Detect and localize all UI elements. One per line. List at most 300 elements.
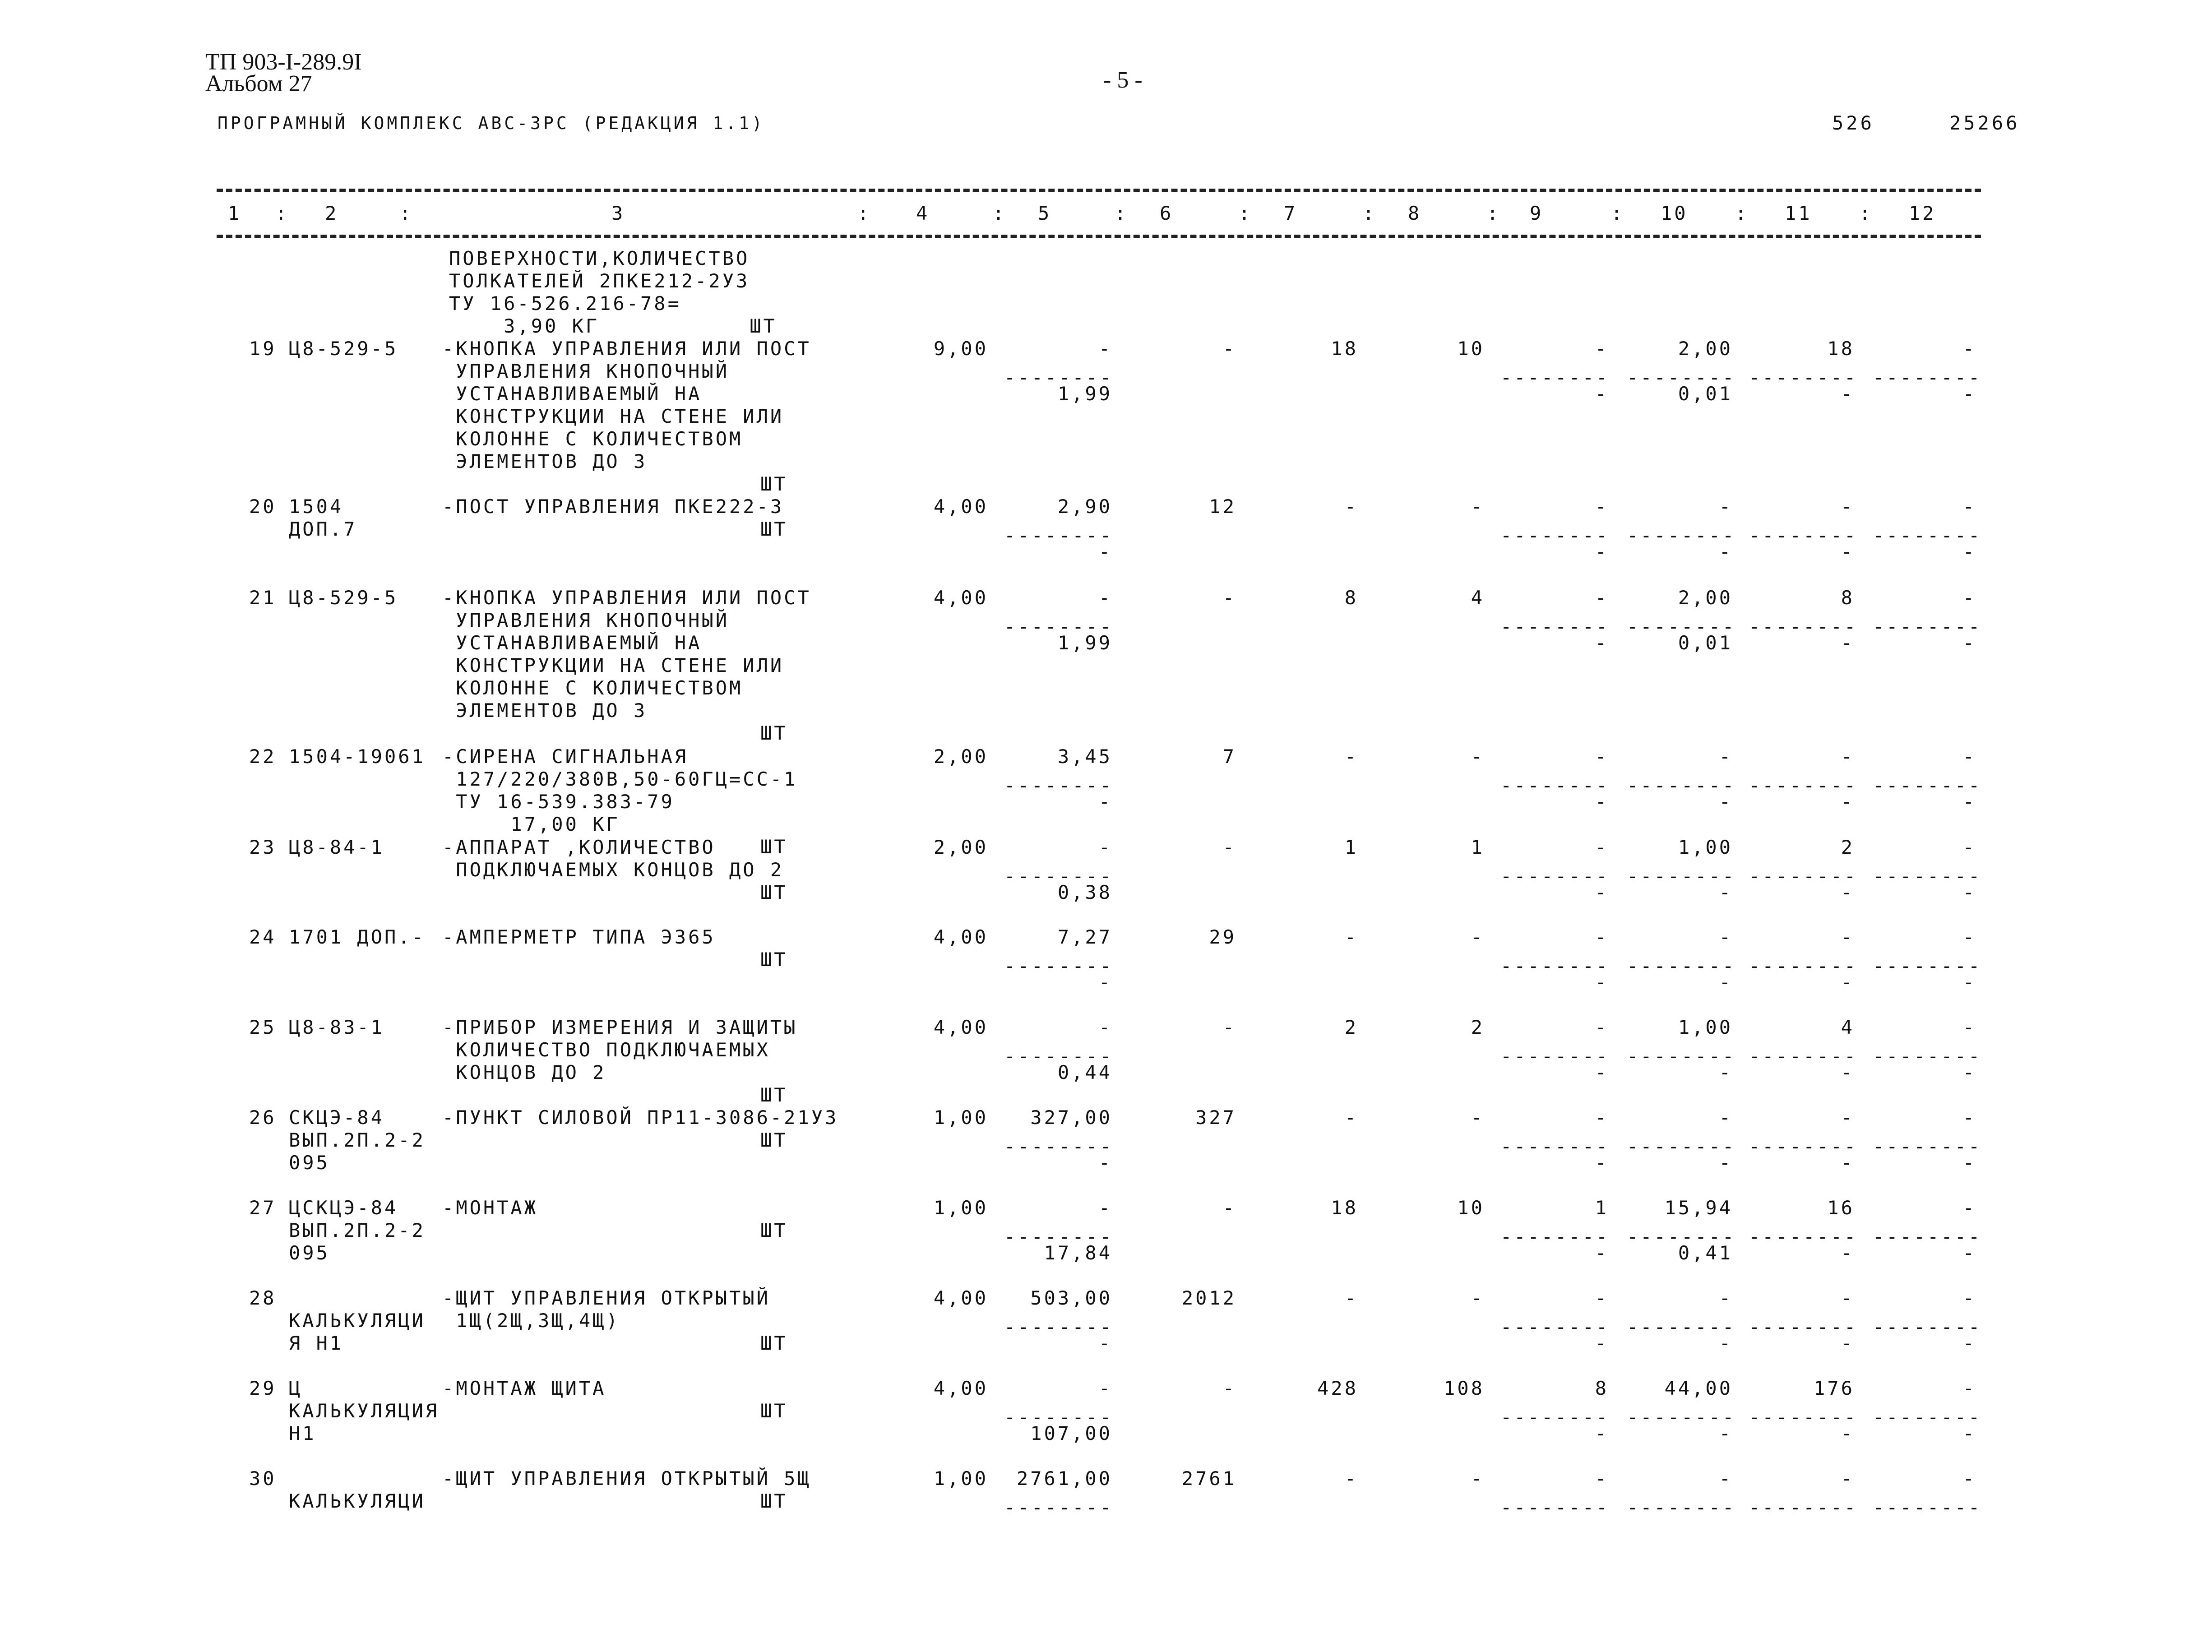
- col-c12-sub-value: -: [1962, 971, 1976, 993]
- dash-divider: --------: [1004, 1496, 1114, 1518]
- col-c9-sub-value: -: [1595, 1422, 1609, 1444]
- col7-value: 428: [1317, 1377, 1358, 1399]
- col-c11-value: 18: [1827, 338, 1855, 360]
- dash-divider: --------: [1627, 1496, 1736, 1518]
- col8-value: 1: [1471, 836, 1485, 858]
- dash-divider: --------: [1004, 774, 1114, 796]
- total-value: 29: [1209, 926, 1236, 948]
- col7-value: -: [1344, 495, 1358, 518]
- col-c10-value: -: [1719, 1287, 1733, 1309]
- row-number: 21: [249, 587, 277, 609]
- col-c10-sub-value: 0,01: [1678, 632, 1733, 654]
- col7-value: 1: [1344, 836, 1358, 858]
- col-c11-sub-value: -: [1841, 1242, 1855, 1264]
- row-code: 1701 ДОП.-: [289, 926, 426, 948]
- qty-value: 4,00: [933, 1016, 988, 1038]
- unit-label: ШТ: [760, 881, 788, 903]
- column-header: 2: [325, 202, 339, 224]
- price-value: -: [1098, 836, 1112, 858]
- dash-divider: --------: [1873, 366, 1982, 389]
- column-header: 7: [1284, 202, 1298, 224]
- column-header: 5: [1038, 202, 1052, 224]
- col-c10-value: -: [1719, 1467, 1733, 1490]
- col-c12-value: -: [1962, 338, 1976, 360]
- col-c9-sub-value: -: [1595, 791, 1609, 813]
- dash-divider: --------: [1500, 1316, 1610, 1338]
- dash-divider: --------: [1500, 955, 1610, 977]
- dash-divider: --------: [1627, 1406, 1736, 1428]
- total-value: 12: [1209, 495, 1236, 518]
- col8-value: -: [1471, 926, 1485, 948]
- total-value: 2761: [1181, 1467, 1236, 1490]
- description-line: 3,90 КГ ШТ: [449, 315, 777, 337]
- qty-value: 4,00: [933, 926, 988, 948]
- col-c12-sub-value: -: [1962, 383, 1976, 405]
- col8-value: -: [1471, 745, 1485, 768]
- dash-divider: --------: [1627, 955, 1736, 977]
- dash-divider: --------: [1749, 774, 1858, 796]
- col-c9-value: -: [1595, 926, 1609, 948]
- row-code: 095: [289, 1242, 330, 1264]
- dash-divider: --------: [1749, 865, 1858, 887]
- col-c12-value: -: [1962, 836, 1976, 858]
- column-separator: :: [1115, 202, 1129, 224]
- dash-divider: --------: [1873, 774, 1982, 796]
- col-c11-sub-value: -: [1841, 1332, 1855, 1354]
- col-c9-sub-value: -: [1595, 1061, 1609, 1083]
- dash-divider: --------: [1004, 524, 1114, 546]
- dash-divider: --------: [1873, 1135, 1982, 1157]
- row-number: 28: [249, 1287, 277, 1309]
- col-c9-value: -: [1595, 1467, 1609, 1490]
- col-c11-sub-value: -: [1841, 881, 1855, 903]
- description-line: КОНЦОВ ДО 2: [442, 1061, 606, 1083]
- qty-value: 4,00: [933, 1377, 988, 1399]
- col8-value: 10: [1457, 1197, 1485, 1219]
- row-code: Ц8-83-1: [289, 1016, 385, 1038]
- description-line: УСТАНАВЛИВАЕМЫЙ НА: [442, 383, 702, 405]
- dash-divider: --------: [1004, 1406, 1114, 1428]
- col-c11-value: 4: [1841, 1016, 1855, 1038]
- qty-value: 1,00: [933, 1197, 988, 1219]
- unit-label: ШТ: [760, 1400, 788, 1422]
- price-value: 503,00: [1030, 1287, 1112, 1309]
- qty-value: 1,00: [933, 1467, 988, 1490]
- row-number: 23: [249, 836, 277, 858]
- column-separator: :: [857, 202, 871, 224]
- col-c10-sub-value: -: [1719, 1152, 1733, 1174]
- unit-label: ШТ: [760, 1219, 788, 1241]
- price-value: -: [1098, 1377, 1112, 1399]
- col-c12-value: -: [1962, 745, 1976, 768]
- dash-divider: --------: [1500, 524, 1610, 546]
- col7-value: 2: [1344, 1016, 1358, 1038]
- col-c10-value: 1,00: [1678, 1016, 1733, 1038]
- dash-divider: --------: [1004, 955, 1114, 977]
- col-c12-sub-value: -: [1962, 1061, 1976, 1083]
- column-separator: :: [1735, 202, 1749, 224]
- row-code: ВЫП.2П.2-2: [289, 1129, 426, 1151]
- column-separator: :: [1487, 202, 1501, 224]
- col-c9-value: -: [1595, 495, 1609, 518]
- column-header: 8: [1408, 202, 1422, 224]
- row-number: 26: [249, 1106, 277, 1129]
- dash-divider: --------: [1004, 615, 1114, 638]
- dash-divider: --------: [1004, 865, 1114, 887]
- col-c10-sub-value: -: [1719, 1332, 1733, 1354]
- unit-label: ШТ: [760, 1129, 788, 1151]
- col-c9-value: 1: [1595, 1197, 1609, 1219]
- qty-value: 4,00: [933, 495, 988, 518]
- dash-divider: --------: [1627, 366, 1736, 389]
- dash-divider: --------: [1749, 366, 1858, 389]
- col-c9-sub-value: -: [1595, 541, 1609, 563]
- dash-divider: --------: [1500, 1135, 1610, 1157]
- description-line: ТОЛКАТЕЛЕЙ 2ПКЕ212-2У3: [449, 270, 750, 292]
- col-c9-sub-value: -: [1595, 632, 1609, 654]
- col-c12-sub-value: -: [1962, 1422, 1976, 1444]
- col-c12-sub-value: -: [1962, 1332, 1976, 1354]
- description-line: КОНСТРУКЦИИ НА СТЕНЕ ИЛИ: [442, 654, 784, 676]
- row-code: СКЦЭ-84: [289, 1106, 385, 1129]
- col-c10-sub-value: -: [1719, 1061, 1733, 1083]
- col7-value: -: [1344, 745, 1358, 768]
- price-value: 2761,00: [1016, 1467, 1112, 1490]
- qty-value: 9,00: [933, 338, 988, 360]
- column-header: 12: [1909, 202, 1936, 224]
- col8-value: 108: [1444, 1377, 1485, 1399]
- col-c11-sub-value: -: [1841, 971, 1855, 993]
- col-c10-sub-value: -: [1719, 971, 1733, 993]
- description-line: -МОНТАЖ: [442, 1197, 538, 1219]
- dash-divider: --------: [1749, 1496, 1858, 1518]
- description-line: ЭЛЕМЕНТОВ ДО 3: [442, 699, 648, 722]
- total-value: 327: [1195, 1106, 1236, 1129]
- dash-divider: --------: [1749, 615, 1858, 638]
- price-value: 2,90: [1057, 495, 1112, 518]
- col-c12-value: -: [1962, 1106, 1976, 1129]
- qty-value: 4,00: [933, 1287, 988, 1309]
- col-c9-sub-value: -: [1595, 881, 1609, 903]
- price-value: 3,45: [1057, 745, 1112, 768]
- column-header: 9: [1530, 202, 1544, 224]
- col-c11-value: -: [1841, 495, 1855, 518]
- row-code: ВЫП.2П.2-2: [289, 1219, 426, 1241]
- description-line: КОЛИЧЕСТВО ПОДКЛЮЧАЕМЫХ: [442, 1039, 770, 1061]
- header-number-1: 526: [1832, 112, 1874, 134]
- dash-divider: --------: [1500, 615, 1610, 638]
- dash-divider: --------: [1500, 774, 1610, 796]
- unit-label: ШТ: [760, 518, 788, 540]
- col8-value: 4: [1471, 587, 1485, 609]
- column-header: 4: [916, 202, 930, 224]
- col7-value: 18: [1331, 338, 1358, 360]
- col-c11-sub-value: -: [1841, 1152, 1855, 1174]
- col-c10-value: 2,00: [1678, 338, 1733, 360]
- unit-label: ШТ: [760, 836, 788, 858]
- dash-divider: --------: [1873, 615, 1982, 638]
- row-number: 29: [249, 1377, 277, 1399]
- col-c9-sub-value: -: [1595, 1242, 1609, 1264]
- dash-divider: --------: [1004, 1226, 1114, 1248]
- row-code: ДОП.7: [289, 518, 357, 540]
- col-c12-sub-value: -: [1962, 881, 1976, 903]
- col-c9-value: -: [1595, 1287, 1609, 1309]
- page-number: - 5 -: [1103, 67, 1143, 93]
- program-title: ПРОГРАМНЫЙ КОМПЛЕКС АВС-3РС (РЕДАКЦИЯ 1.1): [217, 113, 765, 133]
- price-sub-value: 1,99: [1057, 632, 1112, 654]
- col7-value: -: [1344, 1106, 1358, 1129]
- col-c11-value: -: [1841, 1287, 1855, 1309]
- col7-value: -: [1344, 926, 1358, 948]
- dash-divider: --------: [1873, 1496, 1982, 1518]
- col-c9-value: 8: [1595, 1377, 1609, 1399]
- description-line: 17,00 КГ: [442, 813, 620, 835]
- dash-divider: --------: [1749, 1406, 1858, 1428]
- column-header: 10: [1661, 202, 1688, 224]
- dash-divider: --------: [1500, 366, 1610, 389]
- col-c12-value: -: [1962, 1016, 1976, 1038]
- unit-label: ШТ: [760, 1332, 788, 1354]
- col-c9-sub-value: -: [1595, 1152, 1609, 1174]
- dash-divider: --------: [1749, 524, 1858, 546]
- description-line: -АППАРАТ ,КОЛИЧЕСТВО: [442, 836, 716, 858]
- dash-divider: --------: [1873, 1226, 1982, 1248]
- price-sub-value: -: [1098, 1332, 1112, 1354]
- row-number: 19: [249, 338, 277, 360]
- dash-divider: --------: [1004, 1316, 1114, 1338]
- column-header: 1: [228, 202, 242, 224]
- dash-divider: --------: [1627, 615, 1736, 638]
- col-c9-value: -: [1595, 587, 1609, 609]
- row-code: 1504-19061: [289, 745, 426, 768]
- description-line: -ПРИБОР ИЗМЕРЕНИЯ И ЗАЩИТЫ: [442, 1016, 798, 1038]
- col7-value: -: [1344, 1467, 1358, 1490]
- description-line: -ПОСТ УПРАВЛЕНИЯ ПКЕ222-3: [442, 495, 784, 518]
- dash-divider: --------: [1500, 865, 1610, 887]
- price-value: 7,27: [1057, 926, 1112, 948]
- row-number: 24: [249, 926, 277, 948]
- description-line: -ЩИТ УПРАВЛЕНИЯ ОТКРЫТЫЙ: [442, 1287, 770, 1309]
- column-separator: :: [1239, 202, 1253, 224]
- dash-divider: --------: [1004, 366, 1114, 389]
- dash-divider: --------: [1873, 955, 1982, 977]
- description-line: УПРАВЛЕНИЯ КНОПОЧНЫЙ: [442, 360, 730, 382]
- col-c9-sub-value: -: [1595, 383, 1609, 405]
- total-value: -: [1222, 1197, 1236, 1219]
- description-line: КОЛОННЕ С КОЛИЧЕСТВОМ: [442, 677, 743, 699]
- dash-divider: --------: [1627, 1226, 1736, 1248]
- col-c9-sub-value: -: [1595, 971, 1609, 993]
- col-c12-value: -: [1962, 495, 1976, 518]
- description-line: ЭЛЕМЕНТОВ ДО 3: [442, 450, 648, 472]
- col-c12-sub-value: -: [1962, 632, 1976, 654]
- table-header-rule: [217, 235, 1981, 238]
- total-value: -: [1222, 1377, 1236, 1399]
- unit-label: ШТ: [760, 473, 788, 495]
- qty-value: 1,00: [933, 1106, 988, 1129]
- row-number: 27: [249, 1197, 277, 1219]
- col-c12-value: -: [1962, 926, 1976, 948]
- price-sub-value: 0,38: [1057, 881, 1112, 903]
- col-c11-value: 16: [1827, 1197, 1855, 1219]
- price-sub-value: 107,00: [1030, 1422, 1112, 1444]
- description-line: ТУ 16-539.383-79: [442, 791, 675, 813]
- col8-value: 2: [1471, 1016, 1485, 1038]
- col8-value: 10: [1457, 338, 1485, 360]
- col-c10-value: -: [1719, 926, 1733, 948]
- dash-divider: --------: [1627, 524, 1736, 546]
- col-c10-sub-value: 0,41: [1678, 1242, 1733, 1264]
- dash-divider: --------: [1500, 1406, 1610, 1428]
- price-sub-value: -: [1098, 541, 1112, 563]
- column-header: 11: [1785, 202, 1812, 224]
- col-c9-value: -: [1595, 745, 1609, 768]
- total-value: -: [1222, 587, 1236, 609]
- col-c11-sub-value: -: [1841, 1061, 1855, 1083]
- dash-divider: --------: [1873, 1045, 1982, 1067]
- price-value: -: [1098, 338, 1112, 360]
- col-c10-value: 2,00: [1678, 587, 1733, 609]
- col-c12-value: -: [1962, 1197, 1976, 1219]
- col-c12-sub-value: -: [1962, 541, 1976, 563]
- price-sub-value: -: [1098, 791, 1112, 813]
- dash-divider: --------: [1873, 1316, 1982, 1338]
- row-code: Ц8-529-5: [289, 587, 398, 609]
- dash-divider: --------: [1749, 1226, 1858, 1248]
- col-c12-value: -: [1962, 1377, 1976, 1399]
- row-code: КАЛЬКУЛЯЦИ: [289, 1310, 426, 1332]
- row-code: КАЛЬКУЛЯЦИЯ: [289, 1400, 440, 1422]
- column-separator: :: [993, 202, 1007, 224]
- description-line: УСТАНАВЛИВАЕМЫЙ НА: [442, 632, 702, 654]
- col-c11-sub-value: -: [1841, 791, 1855, 813]
- description-line: 1Щ(2Щ,3Щ,4Щ): [442, 1310, 620, 1332]
- col-c9-value: -: [1595, 338, 1609, 360]
- col-c10-sub-value: 0,01: [1678, 383, 1733, 405]
- description-line: ТУ 16-526.216-78=: [449, 292, 681, 315]
- col-c11-value: 176: [1814, 1377, 1855, 1399]
- row-code: КАЛЬКУЛЯЦИ: [289, 1490, 426, 1512]
- col-c9-value: -: [1595, 1016, 1609, 1038]
- qty-value: 4,00: [933, 587, 988, 609]
- row-number: 20: [249, 495, 277, 518]
- column-header: 6: [1160, 202, 1174, 224]
- total-value: -: [1222, 836, 1236, 858]
- description-line: -ЩИТ УПРАВЛЕНИЯ ОТКРЫТЫЙ 5Щ: [442, 1467, 811, 1490]
- column-separator: :: [1859, 202, 1873, 224]
- description-line: КОНСТРУКЦИИ НА СТЕНЕ ИЛИ: [442, 405, 784, 427]
- row-code: Ц8-84-1: [289, 836, 385, 858]
- col-c11-value: -: [1841, 745, 1855, 768]
- row-code: Ц: [289, 1377, 303, 1399]
- col-c10-sub-value: -: [1719, 881, 1733, 903]
- price-sub-value: -: [1098, 1152, 1112, 1174]
- col8-value: -: [1471, 1287, 1485, 1309]
- dash-divider: --------: [1004, 1045, 1114, 1067]
- qty-value: 2,00: [933, 836, 988, 858]
- dash-divider: --------: [1500, 1226, 1610, 1248]
- col-c12-value: -: [1962, 1287, 1976, 1309]
- col-c12-sub-value: -: [1962, 1152, 1976, 1174]
- price-value: 327,00: [1030, 1106, 1112, 1129]
- col-c10-sub-value: -: [1719, 1422, 1733, 1444]
- col-c12-sub-value: -: [1962, 791, 1976, 813]
- row-code: Я Н1: [289, 1332, 344, 1354]
- description-line: КОЛОННЕ С КОЛИЧЕСТВОМ: [442, 428, 743, 450]
- column-separator: :: [1363, 202, 1377, 224]
- col8-value: -: [1471, 1467, 1485, 1490]
- dash-divider: --------: [1873, 1406, 1982, 1428]
- dash-divider: --------: [1873, 865, 1982, 887]
- col-c11-value: 8: [1841, 587, 1855, 609]
- dash-divider: --------: [1627, 865, 1736, 887]
- dash-divider: --------: [1500, 1045, 1610, 1067]
- col7-value: -: [1344, 1287, 1358, 1309]
- col-c9-value: -: [1595, 836, 1609, 858]
- row-number: 22: [249, 745, 277, 768]
- col-c11-sub-value: -: [1841, 383, 1855, 405]
- description-line: УПРАВЛЕНИЯ КНОПОЧНЫЙ: [442, 609, 730, 631]
- row-number: 25: [249, 1016, 277, 1038]
- col7-value: 8: [1344, 587, 1358, 609]
- description-line: -КНОПКА УПРАВЛЕНИЯ ИЛИ ПОСТ: [442, 338, 811, 360]
- col-c11-value: -: [1841, 926, 1855, 948]
- total-value: -: [1222, 338, 1236, 360]
- col-c10-value: 1,00: [1678, 836, 1733, 858]
- header-number-2: 25266: [1949, 112, 2020, 134]
- dash-divider: --------: [1627, 1316, 1736, 1338]
- qty-value: 2,00: [933, 745, 988, 768]
- description-line: ПОДКЛЮЧАЕМЫХ КОНЦОВ ДО 2: [442, 859, 784, 881]
- table-top-rule: [217, 189, 1981, 192]
- description-line: -ПУНКТ СИЛОВОЙ ПР11-3086-21У3: [442, 1106, 839, 1129]
- doc-code: ТП 903-I-289.9I: [205, 49, 362, 75]
- col8-value: -: [1471, 495, 1485, 518]
- row-code: Н1: [289, 1422, 316, 1444]
- col-c12-value: -: [1962, 587, 1976, 609]
- col-c10-value: 44,00: [1664, 1377, 1733, 1399]
- description-line: -АМПЕРМЕТР ТИПА Э365: [442, 926, 716, 948]
- dash-divider: --------: [1627, 1045, 1736, 1067]
- description-line: ПОВЕРХНОСТИ,КОЛИЧЕСТВО: [449, 247, 750, 269]
- price-value: -: [1098, 1197, 1112, 1219]
- unit-label: ШТ: [760, 722, 788, 744]
- column-separator: :: [399, 202, 413, 224]
- dash-divider: --------: [1873, 524, 1982, 546]
- unit-label: ШТ: [760, 1084, 788, 1106]
- col8-value: -: [1471, 1106, 1485, 1129]
- row-number: 30: [249, 1467, 277, 1490]
- row-code: 095: [289, 1152, 330, 1174]
- price-sub-value: 0,44: [1057, 1061, 1112, 1083]
- column-separator: :: [275, 202, 289, 224]
- row-code: ЦСКЦЭ-84: [289, 1197, 398, 1219]
- price-sub-value: 17,84: [1044, 1242, 1112, 1264]
- col-c10-sub-value: -: [1719, 541, 1733, 563]
- description-line: -КНОПКА УПРАВЛЕНИЯ ИЛИ ПОСТ: [442, 587, 811, 609]
- description-line: 127/220/380В,50-60ГЦ=СС-1: [442, 768, 798, 790]
- description-line: -СИРЕНА СИГНАЛЬНАЯ: [442, 745, 689, 768]
- col-c11-sub-value: -: [1841, 1422, 1855, 1444]
- col-c11-value: -: [1841, 1106, 1855, 1129]
- row-code: Ц8-529-5: [289, 338, 398, 360]
- price-sub-value: 1,99: [1057, 383, 1112, 405]
- total-value: 2012: [1181, 1287, 1236, 1309]
- dash-divider: --------: [1500, 1496, 1610, 1518]
- unit-label: ШТ: [760, 1490, 788, 1512]
- unit-label: ШТ: [760, 949, 788, 971]
